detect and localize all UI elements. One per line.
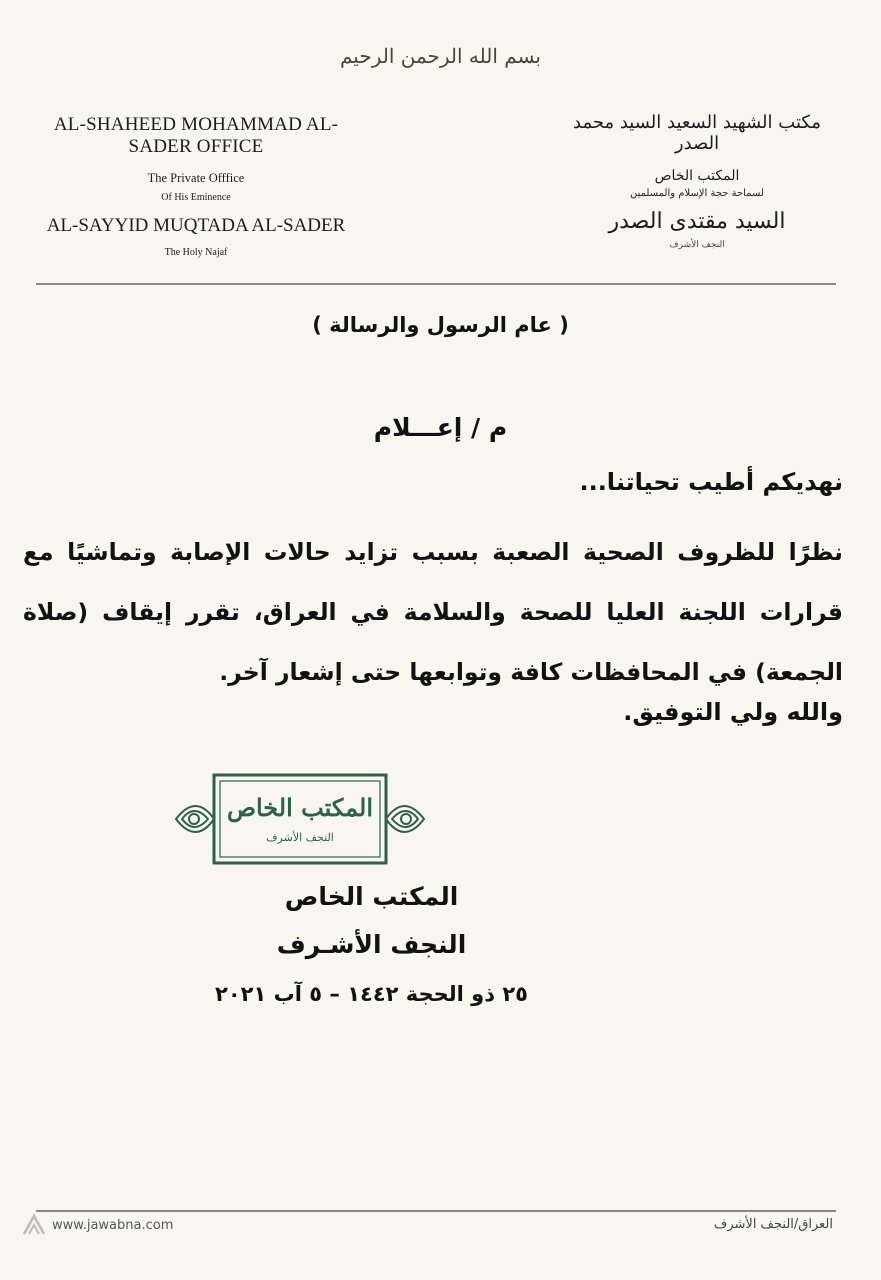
seal-title: المكتب الخاص — [226, 793, 374, 822]
signature-date: ٢٥ ذو الحجة ١٤٤٢ – ٥ آب ٢٠٢١ — [215, 982, 528, 1006]
office-name-ar: مكتب الشهيد السعيد السيد محمد الصدر — [573, 112, 821, 154]
sayyid-name-ar: السيد مقتدى الصدر — [608, 209, 786, 234]
english-letterhead — [36, 114, 356, 258]
office-name-en: AL-SHAHEED MOHAMMAD AL-SADER OFFICE — [53, 114, 339, 157]
subject-line: م / إعـــلام — [373, 413, 508, 442]
signature-city: النجف الأشـرف — [276, 930, 467, 959]
year-title: ( عام الرسول والرسالة ) — [312, 313, 569, 337]
watermark-url: www.jawabna.com — [52, 1218, 174, 1233]
eminence-ar: لسماحة حجة الإسلام والمسلمين — [630, 188, 764, 199]
city-ar: النجف الأشرف — [669, 240, 725, 250]
footer-address: العراق/النجف الأشرف — [713, 1217, 833, 1232]
closing-line: والله ولي التوفيق. — [623, 698, 843, 726]
eminence-en: Of His Eminence — [161, 192, 231, 203]
watermark-logo-icon — [20, 1210, 48, 1238]
header-divider — [36, 283, 836, 285]
office-seal — [168, 773, 432, 865]
footer-divider — [36, 1210, 836, 1212]
arabic-letterhead — [557, 112, 837, 250]
private-office-ar: المكتب الخاص — [654, 168, 740, 184]
greeting: نهديكم أطيب تحياتنا... — [579, 468, 843, 496]
basmala: بسم الله الرحمن الرحيم — [339, 44, 541, 68]
seal-subtitle: النجف الأشرف — [266, 831, 334, 844]
announcement-paragraph: نظرًا للظروف الصحية الصعبة بسبب تزايد حالات الإصابة وتماشيًا مع قرارات اللجنة العليا للصحة والسلامة في العراق، تقرر إيقاف (صلاة الجمعة) في المحافظات كافة وتوابعها حتى إشعار آخر. — [23, 538, 843, 686]
signature-office: المكتب الخاص — [284, 882, 459, 911]
private-office-en: The Private Offfice — [147, 171, 245, 185]
city-en: The Holy Najaf — [164, 247, 228, 258]
sayyid-name-en: AL-SAYYID MUQTADA AL-SADER — [46, 215, 346, 236]
